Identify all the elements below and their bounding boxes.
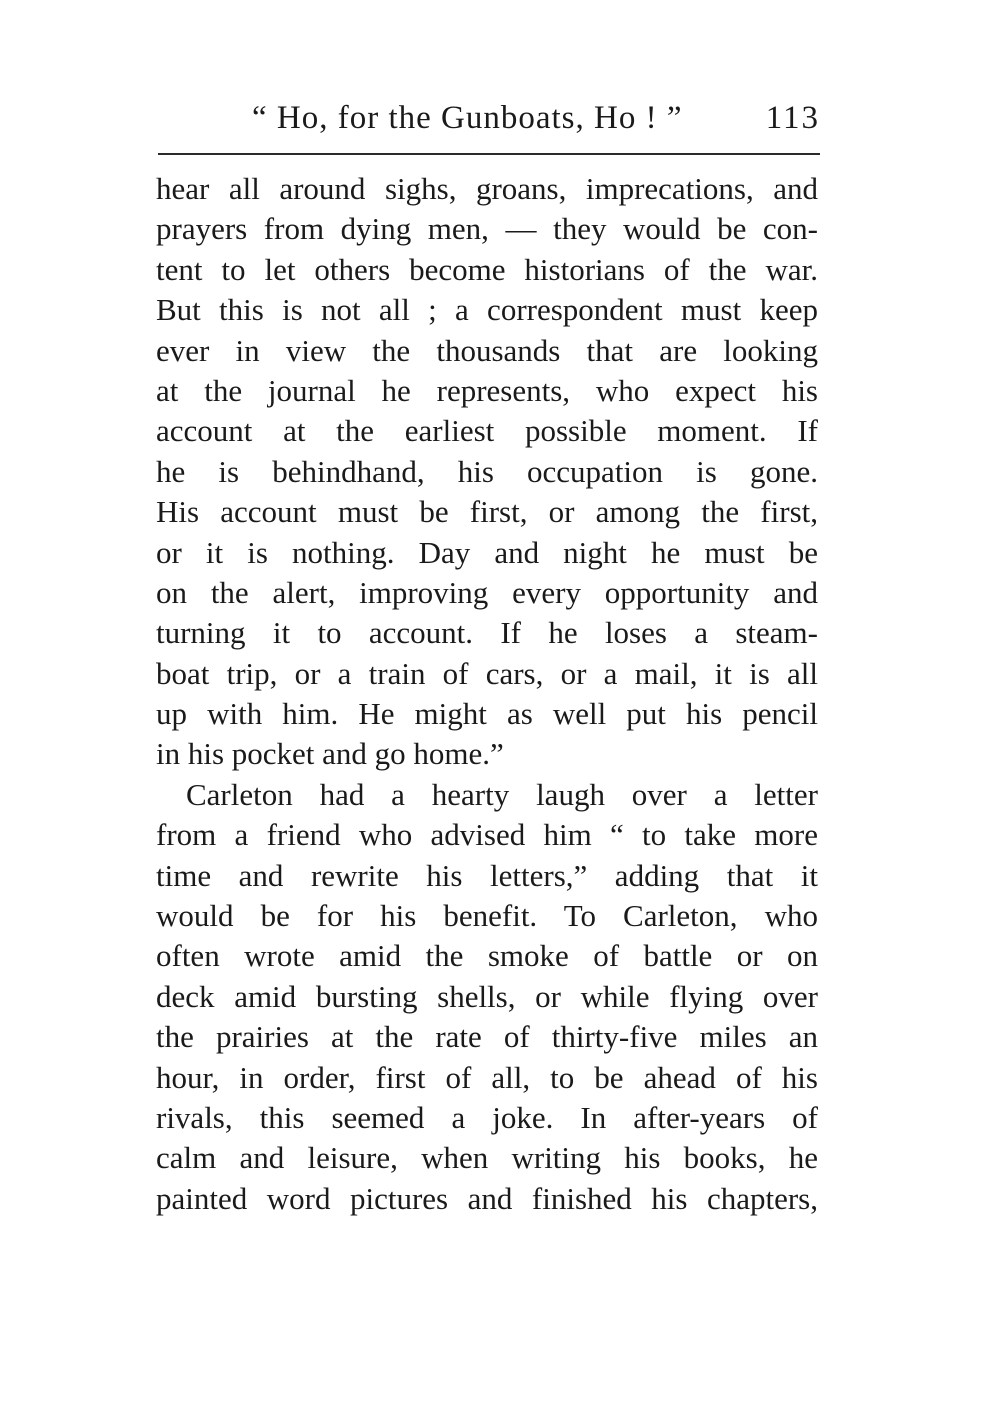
text-line: hour, in order, first of all, to be ahead of his [156, 1059, 818, 1095]
text-line: ever in view the thousands that are looking [156, 332, 818, 368]
text-line: from a friend who advised him “ to take more [156, 817, 818, 853]
running-head [158, 100, 820, 144]
text-line: the prairies at the rate of thirty-five miles an [156, 1019, 818, 1055]
text-line: calm and leisure, when writing his books, he [156, 1140, 818, 1176]
text-line: boat trip, or a train of cars, or a mail, it is all [156, 655, 818, 691]
paragraph-end-line: in his pocket and go home.” [156, 736, 504, 772]
page-number: 113 [765, 100, 820, 136]
text-line: hear all around sighs, groans, imprecations, and [156, 171, 818, 206]
text-line: His account must be first, or among the first, [156, 494, 818, 530]
text-line: painted word pictures and finished his chapters, [156, 1180, 818, 1216]
text-line: turning it to account. If he loses a steam- [156, 615, 818, 651]
text-line: tent to let others become historians of the war. [156, 251, 818, 287]
body-text [156, 169, 818, 1219]
paragraph-start-line: Carleton had a hearty laugh over a letter [186, 776, 818, 812]
text-line: at the journal he represents, who expect his [156, 372, 818, 408]
running-title: “ Ho, for the Gunboats, Ho ! ” [252, 100, 683, 136]
text-line: rivals, this seemed a joke. In after-years of [156, 1099, 818, 1135]
text-line: often wrote amid the smoke of battle or on [156, 938, 818, 974]
text-line: deck amid bursting shells, or while flying over [156, 978, 818, 1014]
text-line: account at the earliest possible moment. If [156, 413, 818, 449]
text-line: But this is not all ; a correspondent must keep [156, 292, 818, 328]
text-line: he is behindhand, his occupation is gone. [156, 453, 818, 489]
text-line: prayers from dying men, — they would be con- [156, 211, 818, 247]
header-rule [158, 153, 820, 155]
text-line: on the alert, improving every opportunity and [156, 574, 818, 610]
text-line: would be for his benefit. To Carleton, who [156, 898, 818, 934]
text-line: or it is nothing. Day and night he must be [156, 534, 818, 570]
text-line: time and rewrite his letters,” adding that it [156, 857, 818, 893]
text-line: up with him. He might as well put his pencil [156, 696, 818, 732]
